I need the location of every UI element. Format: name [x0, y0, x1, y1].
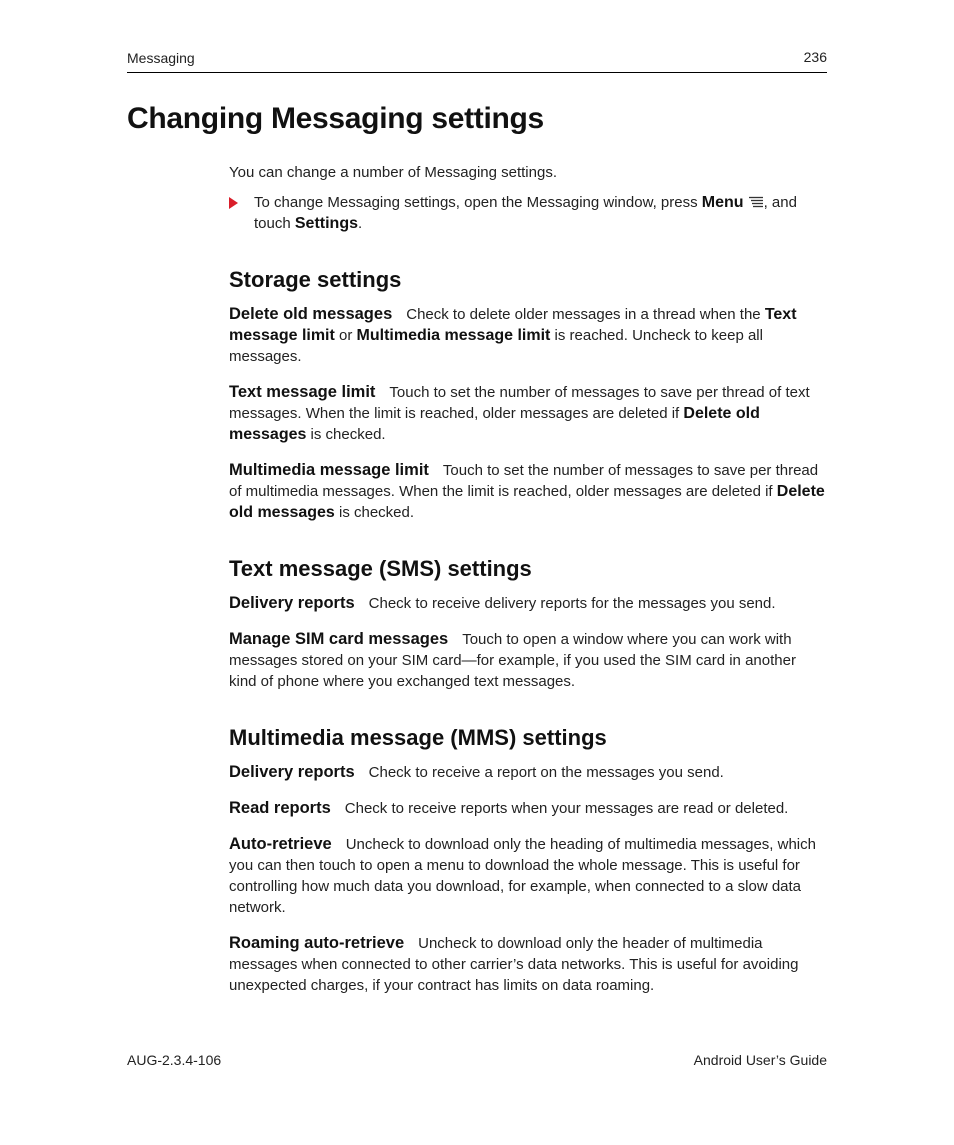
setting-desc: Touch to set the number of messages to save per thread of text messages. When the limit is reached, older messages are deleted if	[229, 384, 810, 422]
setting-desc: Check to receive delivery reports for the messages you send.	[368, 595, 776, 612]
setting-delete-old-messages	[229, 304, 826, 367]
step-text: , and touch	[254, 194, 797, 232]
setting-manage-sim-card-messages	[229, 629, 826, 692]
sms-settings-heading: Text message (SMS) settings	[229, 556, 532, 581]
setting-desc: Check to delete older messages in a thread when the	[406, 306, 765, 323]
setting-sms-delivery-reports	[229, 593, 826, 614]
setting-read-reports	[229, 798, 826, 819]
setting-ref: Delete old messages	[229, 483, 825, 521]
step-text: To change Messaging settings, open the Messaging window, press	[254, 194, 702, 211]
setting-desc: is checked.	[306, 426, 386, 443]
guide-title: Android User’s Guide	[693, 1052, 827, 1068]
setting-desc: Touch to set the number of messages to save per thread of multimedia messages. When the limit is reached, older messages are deleted if	[229, 462, 819, 500]
main-content	[229, 162, 826, 1011]
setting-term: Delivery reports	[229, 763, 355, 781]
header-section-name: Messaging	[127, 50, 195, 66]
setting-desc: Check to receive reports when your messages are read or deleted.	[344, 800, 789, 817]
page-header	[127, 48, 827, 73]
setting-desc: Uncheck to download only the heading of multimedia messages, which you can then touch to open a menu to download the whole message. This is useful for controlling how much data you download, for example, when connected to a slow data network.	[229, 836, 816, 916]
menu-icon	[748, 196, 764, 208]
setting-ref: Text message limit	[229, 306, 797, 344]
setting-roaming-auto-retrieve	[229, 933, 826, 996]
setting-term: Text message limit	[229, 383, 376, 401]
mms-settings-heading: Multimedia message (MMS) settings	[229, 725, 607, 750]
step-arrow-icon	[229, 197, 238, 209]
page-title: Changing Messaging settings	[127, 102, 544, 135]
setting-ref: Delete old messages	[229, 405, 760, 443]
menu-term: Menu	[701, 194, 744, 211]
step-text: .	[358, 215, 363, 232]
setting-desc: Uncheck to download only the header of multimedia messages when connected to other carrier’s data networks. This is useful for avoiding unexpected charges, if your contract has limits on data roaming.	[229, 935, 799, 994]
setting-mms-delivery-reports	[229, 762, 826, 783]
setting-term: Roaming auto-retrieve	[229, 934, 405, 952]
intro-text: You can change a number of Messaging settings.	[229, 164, 557, 181]
setting-term: Read reports	[229, 799, 331, 817]
setting-ref: Multimedia message limit	[356, 327, 551, 344]
setting-term: Manage SIM card messages	[229, 630, 449, 648]
setting-desc: Touch to open a window where you can work with messages stored on your SIM card—for example, if you used the SIM card in another kind of phone where you exchanged text messages.	[229, 631, 796, 690]
setting-term: Multimedia message limit	[229, 461, 429, 479]
settings-term: Settings	[294, 215, 358, 232]
page-number: 236	[803, 49, 827, 65]
setting-term: Delete old messages	[229, 305, 393, 323]
storage-settings-heading: Storage settings	[229, 267, 402, 292]
setting-desc: is reached. Uncheck to keep all messages.	[229, 327, 763, 365]
instruction-step	[229, 192, 826, 234]
setting-auto-retrieve	[229, 834, 826, 918]
setting-term: Auto-retrieve	[229, 835, 332, 853]
setting-desc: is checked.	[334, 504, 415, 521]
setting-term: Delivery reports	[229, 594, 355, 612]
setting-text-message-limit	[229, 382, 826, 445]
document-code: AUG-2.3.4-106	[127, 1052, 222, 1068]
setting-multimedia-message-limit	[229, 460, 826, 523]
setting-desc: or	[334, 327, 357, 344]
setting-desc: Check to receive a report on the messages you send.	[368, 764, 724, 781]
